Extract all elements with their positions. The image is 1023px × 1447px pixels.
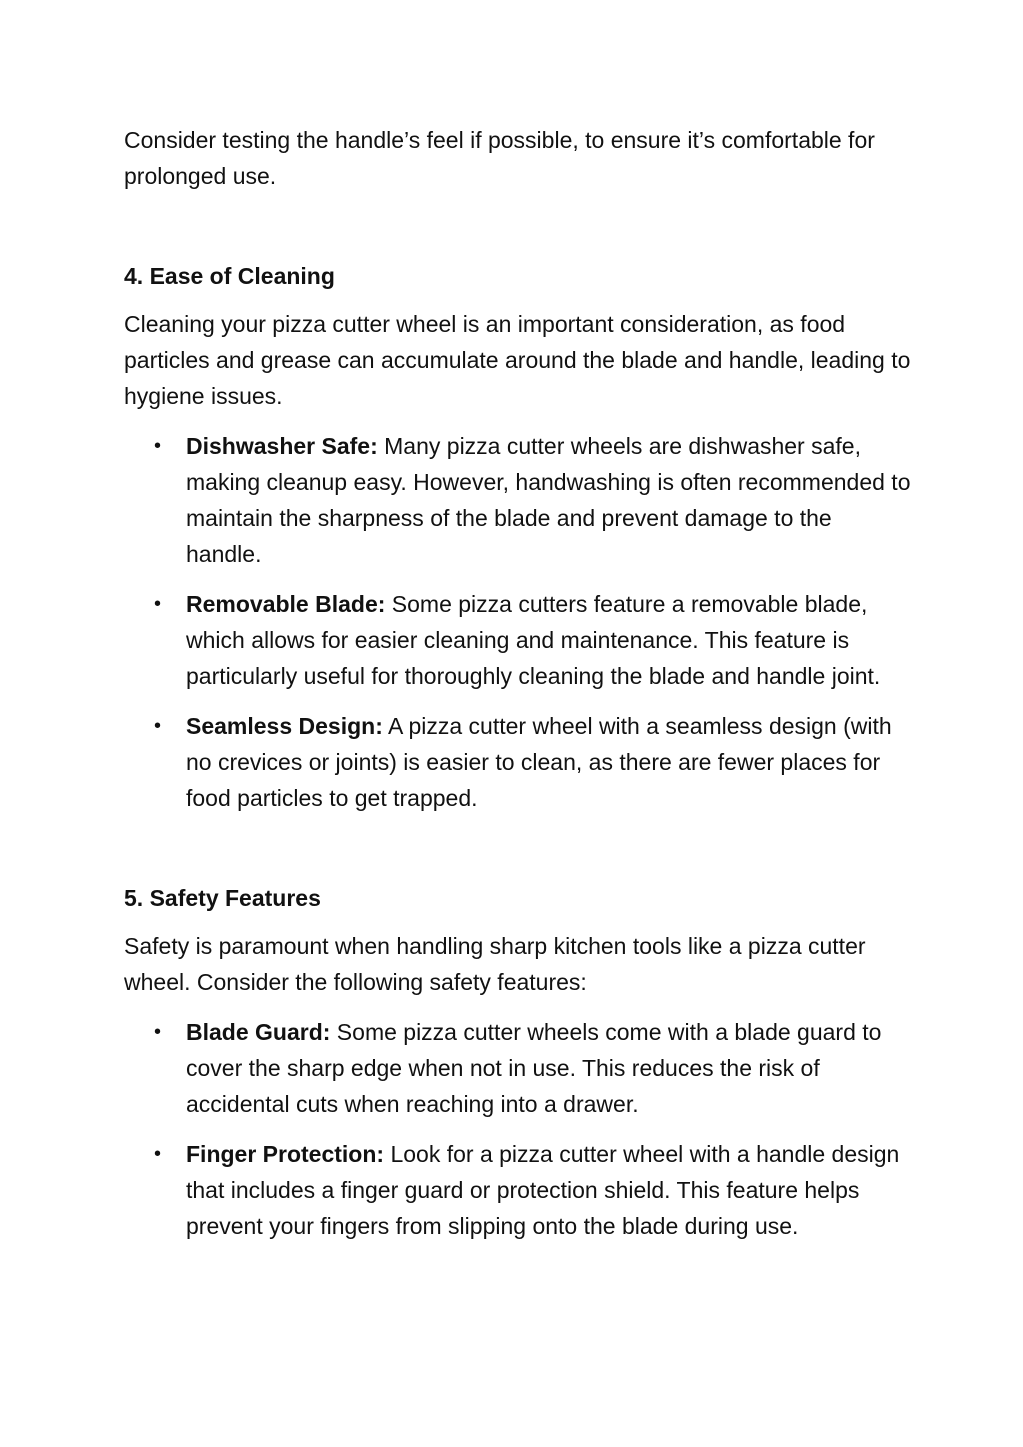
section-intro-paragraph: Cleaning your pizza cutter wheel is an important consideration, as food particles and grease can accumulate around the blade and handle, leading to hygiene issues. — [124, 311, 911, 409]
section-heading: 4. Ease of Cleaning — [124, 263, 335, 289]
bullet-icon: • — [154, 435, 162, 457]
item-term: Seamless Design: — [186, 713, 383, 739]
list-item — [154, 708, 913, 816]
list-item — [154, 428, 913, 572]
bullet-list — [124, 428, 913, 816]
intro-paragraph: Consider testing the handle’s feel if possible, to ensure it’s comfortable for prolonged use. — [124, 127, 875, 189]
bullet-list — [124, 1014, 913, 1244]
list-item — [154, 1014, 913, 1122]
section-intro-paragraph: Safety is paramount when handling sharp kitchen tools like a pizza cutter wheel. Consider the following safety features: — [124, 933, 866, 995]
item-text: Many pizza cutter wheels are dishwasher safe, making cleanup easy. However, handwashing is often recommended to maintain the sharpness of the blade and prevent damage to the handle. — [186, 433, 911, 567]
section-safety-features — [124, 880, 913, 1244]
section-ease-of-cleaning — [124, 258, 913, 816]
item-term: Blade Guard: — [186, 1019, 331, 1045]
item-text: Some pizza cutter wheels come with a blade guard to cover the sharp edge when not in use. This reduces the risk of accidental cuts when reaching into a drawer. — [186, 1019, 882, 1117]
item-text: Look for a pizza cutter wheel with a handle design that includes a finger guard or protection shield. This feature helps prevent your fingers from slipping onto the blade during use. — [186, 1141, 900, 1239]
bullet-icon: • — [154, 593, 162, 615]
bullet-icon: • — [154, 1021, 162, 1043]
section-heading: 5. Safety Features — [124, 885, 321, 911]
bullet-icon: • — [154, 715, 162, 737]
item-term: Removable Blade: — [186, 591, 386, 617]
item-text: Some pizza cutters feature a removable blade, which allows for easier cleaning and maintenance. This feature is particularly useful for thoroughly cleaning the blade and handle joint. — [186, 591, 881, 689]
item-text: A pizza cutter wheel with a seamless design (with no crevices or joints) is easier to clean, as there are fewer places for food particles to get trapped. — [186, 713, 892, 811]
list-item — [154, 586, 913, 694]
bullet-icon: • — [154, 1143, 162, 1165]
item-term: Dishwasher Safe: — [186, 433, 378, 459]
item-term: Finger Protection: — [186, 1141, 385, 1167]
list-item — [154, 1136, 913, 1244]
